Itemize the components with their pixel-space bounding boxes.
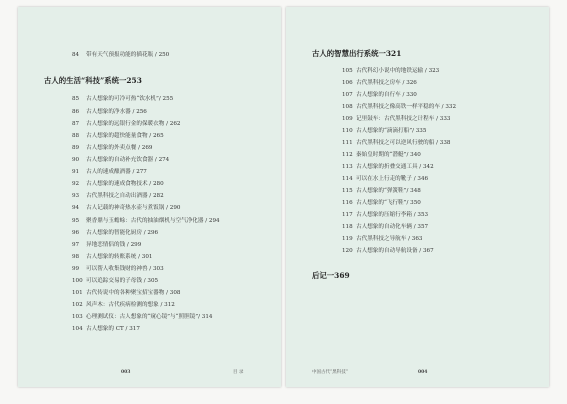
toc-entry bbox=[72, 169, 147, 176]
toc-entry-title: 古代黑科技之房车 / 326 bbox=[356, 80, 417, 86]
toc-entry-number: 89 bbox=[72, 145, 80, 151]
running-head-left: 目 录 bbox=[233, 370, 244, 375]
toc-entry-number: 94 bbox=[72, 205, 80, 211]
toc-entry-number: 114 bbox=[342, 176, 353, 182]
toc-entry-number: 91 bbox=[72, 169, 80, 175]
toc-entry-number: 86 bbox=[72, 109, 80, 115]
toc-entry-number: 106 bbox=[342, 80, 353, 86]
toc-entry bbox=[72, 157, 169, 164]
toc-section-heading: 后记一369 bbox=[312, 271, 350, 280]
running-head-right: 中国古代“黑科技” bbox=[312, 370, 349, 375]
toc-entry bbox=[342, 224, 428, 231]
toc-entry bbox=[342, 212, 428, 219]
toc-entry bbox=[72, 290, 180, 297]
toc-entry-number: 113 bbox=[342, 164, 353, 170]
toc-entry-title: 古人想象的压缩行李箱 / 353 bbox=[356, 212, 429, 218]
toc-entry-number: 98 bbox=[72, 254, 80, 260]
toc-entry bbox=[342, 92, 417, 99]
toc-entry-title: 古人想象的 CT / 317 bbox=[86, 326, 140, 332]
toc-entry-title: 带有天气预报功能的插花瓶 / 250 bbox=[86, 52, 170, 58]
toc-entry-number: 100 bbox=[72, 278, 83, 284]
toc-entry-title: 古人的速成酿酒器 / 277 bbox=[86, 169, 147, 175]
page-number-right: 004 bbox=[418, 370, 428, 375]
left-page bbox=[18, 7, 281, 387]
page-number-left: 003 bbox=[121, 370, 131, 375]
toc-entry-number: 95 bbox=[72, 218, 80, 224]
toc-entry bbox=[72, 96, 173, 103]
toc-entry-title: 古人想象的净水器 / 256 bbox=[86, 109, 147, 115]
toc-entry-title: 记里鼓车：古代黑科技之计程车 / 333 bbox=[356, 116, 451, 122]
toc-entry-number: 116 bbox=[342, 200, 353, 206]
toc-entry-title: 古人想象的速成食物技术 / 280 bbox=[86, 181, 164, 187]
toc-entry-number: 104 bbox=[72, 326, 83, 332]
toc-entry bbox=[72, 121, 180, 128]
toc-entry bbox=[72, 205, 180, 212]
toc-entry-title: 古代黑科技之导航车 / 363 bbox=[356, 236, 423, 242]
toc-entry-title: 古代科幻小说中的地铁运输 / 323 bbox=[356, 68, 440, 74]
toc-entry-number: 107 bbox=[342, 92, 353, 98]
toc-entry-number: 96 bbox=[72, 230, 80, 236]
toc-entry-title: 古人想象的“飞行鞋”/ 350 bbox=[356, 200, 421, 206]
toc-entry bbox=[342, 200, 421, 207]
toc-entry-title: 古人记载的神奇热水壶与煮饭锅 / 290 bbox=[86, 205, 181, 211]
toc-entry-title: 古人想象的转账系统 / 301 bbox=[86, 254, 153, 260]
toc-entry bbox=[342, 80, 417, 87]
toc-entry bbox=[72, 266, 164, 273]
toc-entry-title: 古人想象的自行车 / 330 bbox=[356, 92, 417, 98]
toc-entry-number: 111 bbox=[342, 140, 353, 146]
toc-entry-title: 古人想象的自动化车辆 / 357 bbox=[356, 224, 429, 230]
toc-entry-title: 秦始皇时期的“潜艇”/ 340 bbox=[356, 152, 421, 158]
toc-entry-title: 古人想象的智能化厨房 / 296 bbox=[86, 230, 159, 236]
toc-entry-title: 聚香鼎与玉蟾蜍：古代的抽油烟机与空气净化器 / 294 bbox=[86, 218, 220, 224]
toc-entry bbox=[72, 326, 140, 333]
toc-entry-title: 可以帮人收集钱财的神兽 / 303 bbox=[86, 266, 164, 272]
toc-entry-title: 风声木：古代疾病检测的想象 / 312 bbox=[86, 302, 175, 308]
toc-entry-title: 古人想象的外卖点餐 / 269 bbox=[86, 145, 153, 151]
toc-entry bbox=[72, 193, 164, 200]
toc-entry bbox=[72, 109, 147, 116]
toc-entry-title: 古人想象的“滴滴打船”/ 335 bbox=[356, 128, 427, 134]
toc-entry-number: 101 bbox=[72, 290, 83, 296]
toc-entry-title: 古代传说中的各种聚宝招宝器物 / 308 bbox=[86, 290, 181, 296]
toc-entry-number: 117 bbox=[342, 212, 353, 218]
toc-entry-title: 异地恋情侣的钱 / 299 bbox=[86, 242, 142, 248]
toc-entry-title: 古代黑科技之可以逆风行驶的船 / 338 bbox=[356, 140, 451, 146]
toc-entry-number: 110 bbox=[342, 128, 353, 134]
toc-entry bbox=[72, 254, 152, 261]
toc-entry bbox=[342, 104, 456, 111]
toc-entry-title: 可以在水上行走的靴子 / 346 bbox=[356, 176, 429, 182]
toc-entry bbox=[72, 218, 220, 225]
toc-entry-number: 119 bbox=[342, 236, 353, 242]
toc-entry-number: 108 bbox=[342, 104, 353, 110]
toc-entry bbox=[342, 176, 428, 183]
toc-entry bbox=[342, 68, 439, 75]
toc-entry bbox=[72, 133, 164, 140]
toc-entry bbox=[342, 116, 450, 123]
toc-entry-title: 古人想象的自动补充饮食器 / 274 bbox=[86, 157, 170, 163]
toc-entry bbox=[342, 140, 450, 147]
toc-entry bbox=[72, 230, 158, 237]
toc-entry bbox=[342, 188, 421, 195]
toc-entry-number: 87 bbox=[72, 121, 80, 127]
toc-entry-number: 118 bbox=[342, 224, 353, 230]
toc-entry bbox=[342, 248, 434, 255]
toc-entry-number: 99 bbox=[72, 266, 80, 272]
toc-entry-number: 105 bbox=[342, 68, 353, 74]
toc-entry bbox=[342, 128, 426, 135]
toc-entry bbox=[342, 164, 434, 171]
toc-entry-number: 102 bbox=[72, 302, 83, 308]
toc-entry bbox=[72, 145, 152, 152]
toc-entry-title: 古代黑科技之像高铁一样平稳的车 / 332 bbox=[356, 104, 457, 110]
toc-entry-title: 心理测试仪：古人想象的“窥心镜”与“照胆镜”/ 314 bbox=[86, 314, 213, 320]
toc-entry-number: 120 bbox=[342, 248, 353, 254]
toc-entry-title: 古人想象的远银行金的保暖衣物 / 262 bbox=[86, 121, 181, 127]
toc-entry-title: 古人想象的自动导航设备 / 367 bbox=[356, 248, 434, 254]
toc-entry-number: 97 bbox=[72, 242, 80, 248]
toc-entry-title: 古人想象的可冷可热“饮水机”/ 255 bbox=[86, 96, 174, 102]
toc-entry-number: 85 bbox=[72, 96, 80, 102]
toc-entry-title: 古人想象的超快能量食物 / 265 bbox=[86, 133, 164, 139]
toc-entry-number: 109 bbox=[342, 116, 353, 122]
toc-entry bbox=[72, 52, 169, 59]
toc-entry-title: 古人想象的折叠交通工具 / 342 bbox=[356, 164, 434, 170]
toc-entry bbox=[72, 302, 175, 309]
toc-section-heading: 古人的智慧出行系统一321 bbox=[312, 49, 402, 58]
toc-entry-number: 84 bbox=[72, 52, 80, 58]
toc-entry bbox=[72, 242, 141, 249]
toc-entry-number: 103 bbox=[72, 314, 83, 320]
toc-entry-number: 88 bbox=[72, 133, 80, 139]
toc-entry-number: 92 bbox=[72, 181, 80, 187]
toc-entry-number: 93 bbox=[72, 193, 80, 199]
toc-entry bbox=[72, 314, 212, 321]
toc-entry-number: 112 bbox=[342, 152, 353, 158]
toc-entry bbox=[72, 278, 158, 285]
toc-entry-title: 可以追踪交易的子母钱 / 305 bbox=[86, 278, 159, 284]
toc-entry-number: 90 bbox=[72, 157, 80, 163]
toc-entry bbox=[342, 236, 422, 243]
toc-section-heading: 古人的生活“科技”系统一253 bbox=[44, 76, 142, 85]
toc-entry bbox=[72, 181, 164, 188]
toc-entry bbox=[342, 152, 421, 159]
toc-entry-title: 古人想象的“弹簧鞋”/ 348 bbox=[356, 188, 421, 194]
right-page bbox=[286, 7, 549, 387]
toc-entry-title: 古代黑科技之自动出酒器 / 282 bbox=[86, 193, 164, 199]
toc-entry-number: 115 bbox=[342, 188, 353, 194]
